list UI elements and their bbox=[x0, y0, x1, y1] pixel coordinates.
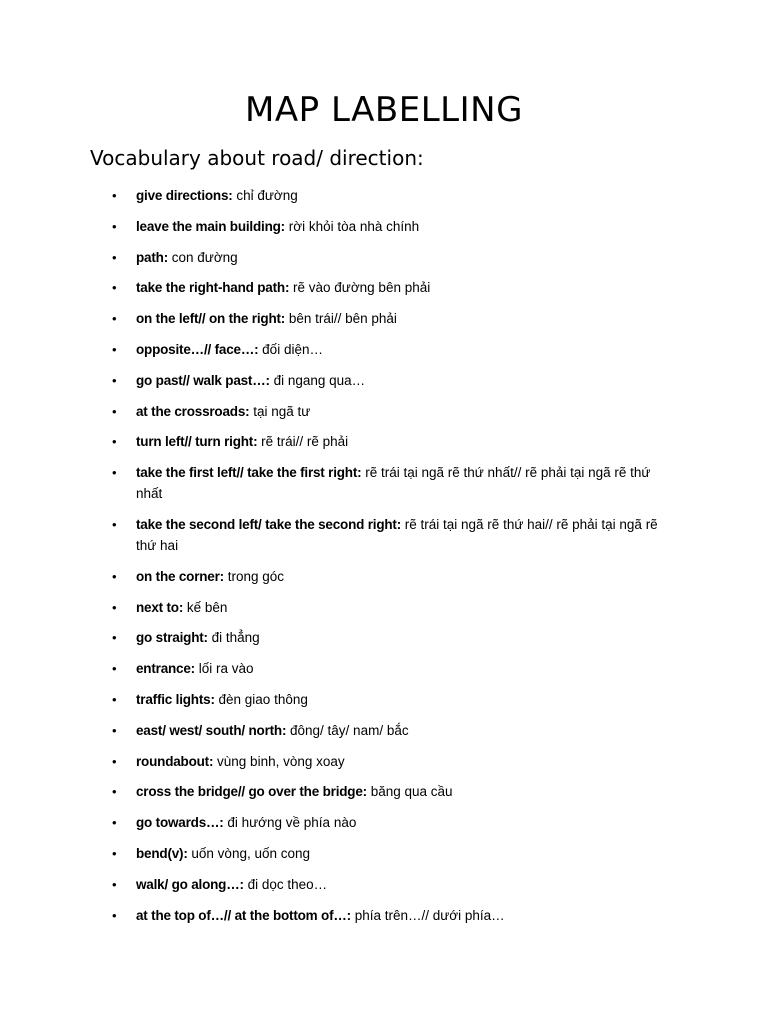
vocab-term: go towards…: bbox=[136, 815, 224, 831]
vocab-term: take the first left// take the first right: bbox=[136, 465, 362, 481]
vocab-item bbox=[0, 874, 768, 895]
bullet-icon: • bbox=[112, 516, 117, 532]
vocab-item bbox=[0, 751, 768, 772]
vocab-term: give directions: bbox=[136, 188, 233, 203]
bullet-icon: • bbox=[112, 218, 117, 234]
vocab-item bbox=[0, 431, 768, 452]
bullet-icon: • bbox=[112, 341, 117, 357]
vocab-meaning: trong góc bbox=[223, 568, 285, 584]
vocab-term: go straight: bbox=[136, 630, 208, 646]
bullet-icon: • bbox=[112, 722, 117, 738]
vocabulary-list bbox=[0, 185, 768, 935]
vocab-item bbox=[0, 781, 768, 802]
vocab-meaning: tại ngã tư bbox=[249, 403, 311, 419]
bullet-icon: • bbox=[112, 753, 117, 769]
vocab-term: leave the main building: bbox=[136, 218, 285, 234]
vocab-meaning: rẽ trái tại ngã rẽ thứ nhất// rẽ phải tại ngã rẽ thứ nhất bbox=[136, 465, 651, 502]
bullet-icon: • bbox=[112, 907, 117, 923]
bullet-icon: • bbox=[112, 691, 117, 707]
bullet-icon: • bbox=[112, 630, 117, 646]
vocab-item bbox=[0, 720, 768, 741]
bullet-icon: • bbox=[112, 403, 117, 419]
vocab-meaning: uốn vòng, uốn cong bbox=[187, 845, 311, 861]
vocab-term: take the second left/ take the second right: bbox=[136, 516, 402, 532]
vocab-item bbox=[0, 843, 768, 864]
vocab-term: path: bbox=[136, 249, 168, 265]
bullet-icon: • bbox=[112, 661, 117, 677]
bullet-icon: • bbox=[112, 280, 117, 296]
vocab-meaning: đi ngang qua… bbox=[269, 372, 366, 388]
bullet-icon: • bbox=[112, 784, 117, 800]
vocab-meaning: rời khỏi tòa nhà chính bbox=[284, 218, 420, 234]
vocab-meaning: lối ra vào bbox=[194, 661, 254, 677]
vocab-term: opposite…// face…: bbox=[136, 341, 259, 357]
vocab-meaning: đối diện… bbox=[258, 341, 323, 357]
vocab-meaning: băng qua cầu bbox=[366, 784, 453, 800]
vocab-meaning: vùng binh, vòng xoay bbox=[213, 753, 345, 769]
vocab-item bbox=[0, 401, 768, 422]
vocab-term: at the crossroads: bbox=[136, 403, 250, 419]
vocab-term: go past// walk past…: bbox=[136, 372, 270, 388]
vocab-term: turn left// turn right: bbox=[136, 434, 258, 450]
vocab-meaning: con đường bbox=[168, 249, 238, 265]
vocab-item bbox=[0, 514, 768, 556]
vocab-meaning: rẽ vào đường bên phải bbox=[289, 280, 431, 296]
bullet-icon: • bbox=[112, 434, 117, 450]
vocab-term: bend(v): bbox=[136, 845, 188, 861]
vocab-item bbox=[0, 247, 768, 268]
document-title: MAP LABELLING bbox=[245, 90, 523, 130]
vocab-item bbox=[0, 308, 768, 329]
vocab-item bbox=[0, 339, 768, 360]
vocab-term: on the left// on the right: bbox=[136, 311, 286, 327]
vocab-meaning: chỉ đường bbox=[232, 188, 298, 203]
vocab-item bbox=[0, 185, 768, 206]
vocab-item bbox=[0, 566, 768, 587]
vocab-term: cross the bridge// go over the bridge: bbox=[136, 784, 367, 800]
vocab-term: at the top of…// at the bottom of…: bbox=[136, 907, 351, 923]
vocab-item bbox=[0, 627, 768, 648]
vocab-meaning: đèn giao thông bbox=[214, 691, 308, 707]
vocab-term: next to: bbox=[136, 599, 184, 615]
bullet-icon: • bbox=[112, 372, 117, 388]
vocab-term: traffic lights: bbox=[136, 691, 215, 707]
bullet-icon: • bbox=[112, 845, 117, 861]
bullet-icon: • bbox=[112, 599, 117, 615]
vocab-meaning: đi dọc theo… bbox=[243, 876, 328, 892]
bullet-icon: • bbox=[112, 465, 117, 481]
bullet-icon: • bbox=[112, 188, 117, 203]
vocab-term: take the right-hand path: bbox=[136, 280, 290, 296]
vocab-item bbox=[0, 462, 768, 504]
vocab-item bbox=[0, 597, 768, 618]
vocab-item bbox=[0, 277, 768, 298]
bullet-icon: • bbox=[112, 249, 117, 265]
vocab-term: walk/ go along…: bbox=[136, 876, 244, 892]
bullet-icon: • bbox=[112, 815, 117, 831]
vocab-meaning: rẽ trái// rẽ phải bbox=[257, 434, 349, 450]
vocab-meaning: rẽ trái tại ngã rẽ thứ hai// rẽ phải tại ngã rẽ thứ hai bbox=[136, 516, 658, 553]
vocab-meaning: đi thẳng bbox=[207, 630, 260, 646]
bullet-icon: • bbox=[112, 876, 117, 892]
vocab-meaning: đi hướng về phía nào bbox=[223, 815, 357, 831]
vocab-term: roundabout: bbox=[136, 753, 214, 769]
vocab-meaning: kế bên bbox=[183, 599, 228, 615]
bullet-icon: • bbox=[112, 568, 117, 584]
section-heading: Vocabulary about road/ direction: bbox=[90, 146, 424, 170]
vocab-item bbox=[0, 905, 768, 926]
bullet-icon: • bbox=[112, 311, 117, 327]
vocab-item bbox=[0, 689, 768, 710]
vocab-item bbox=[0, 658, 768, 679]
vocab-meaning: phía trên…// dưới phía… bbox=[350, 907, 505, 923]
vocab-term: east/ west/ south/ north: bbox=[136, 722, 287, 738]
vocab-item bbox=[0, 216, 768, 237]
vocab-item bbox=[0, 370, 768, 391]
vocab-item bbox=[0, 812, 768, 833]
vocab-meaning: bên trái// bên phải bbox=[285, 311, 397, 327]
vocab-meaning: đông/ tây/ nam/ bắc bbox=[286, 722, 409, 738]
vocab-term: entrance: bbox=[136, 661, 195, 677]
vocab-term: on the corner: bbox=[136, 568, 224, 584]
